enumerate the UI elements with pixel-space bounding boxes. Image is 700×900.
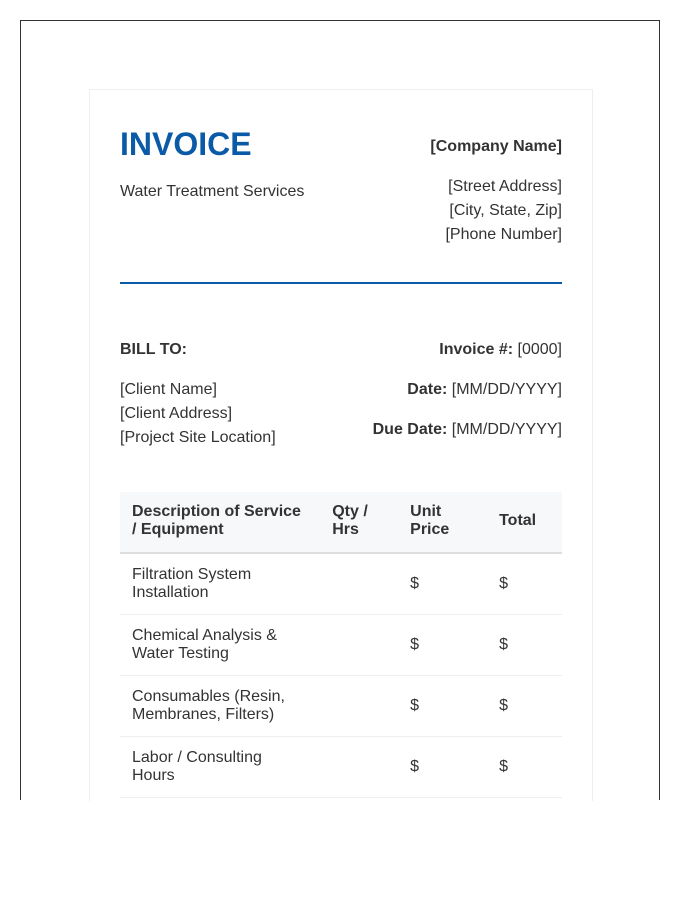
invoice-subtitle: Water Treatment Services — [120, 183, 305, 200]
table-header — [120, 492, 562, 553]
row-unit-price: $ — [398, 737, 487, 798]
bill-to — [120, 338, 276, 458]
date-value: [MM/DD/YYYY] — [451, 381, 562, 398]
date-row — [373, 378, 562, 402]
row-qty — [320, 615, 398, 676]
row-total: $ — [487, 615, 562, 676]
row-total: $ — [487, 737, 562, 798]
table-body — [120, 553, 562, 798]
company-street: [Street Address] — [448, 178, 562, 195]
table-row — [120, 615, 562, 676]
row-unit-price: $ — [398, 615, 487, 676]
table-header-row — [120, 492, 562, 553]
row-description: Filtration System Installation — [120, 553, 320, 615]
row-unit-price: $ — [398, 676, 487, 737]
due-date-label: Due Date: — [372, 421, 448, 438]
row-total: $ — [487, 676, 562, 737]
row-qty — [320, 676, 398, 737]
client-address: [Client Address] — [120, 405, 233, 422]
row-description: Labor / Consulting Hours — [120, 737, 320, 798]
header-left — [120, 120, 304, 202]
line-items-table — [120, 492, 562, 798]
row-unit-price: $ — [398, 553, 487, 615]
header-qty: Qty / Hrs — [320, 492, 398, 553]
row-description: Chemical Analysis & Water Testing — [120, 615, 320, 676]
table-row — [120, 737, 562, 798]
company-phone: [Phone Number] — [445, 226, 562, 243]
company-info — [430, 120, 562, 247]
invoice-header — [120, 120, 562, 284]
header-description: Description of Service / Equipment — [120, 492, 320, 553]
row-qty — [320, 553, 398, 615]
row-qty — [320, 737, 398, 798]
due-date-row — [373, 418, 562, 442]
company-city: [City, State, Zip] — [449, 202, 562, 219]
billing-section — [120, 338, 562, 458]
invoice-number-label: Invoice #: — [439, 341, 514, 358]
invoice-number: [0000] — [517, 341, 562, 358]
invoice-title: INVOICE — [120, 126, 252, 162]
date-label: Date: — [407, 381, 448, 398]
header-total: Total — [487, 492, 562, 553]
company-name: [Company Name] — [430, 138, 562, 155]
invoice-meta — [373, 338, 562, 458]
bill-to-heading: BILL TO: — [120, 341, 187, 358]
table-row — [120, 553, 562, 615]
header-unit-price: Unit Price — [398, 492, 487, 553]
row-total: $ — [487, 553, 562, 615]
due-date-value: [MM/DD/YYYY] — [451, 421, 562, 438]
client-name: [Client Name] — [120, 381, 217, 398]
table-row — [120, 676, 562, 737]
project-site: [Project Site Location] — [120, 429, 276, 446]
row-description: Consumables (Resin, Membranes, Filters) — [120, 676, 320, 737]
invoice-number-row — [373, 338, 562, 362]
invoice-content — [120, 120, 562, 798]
